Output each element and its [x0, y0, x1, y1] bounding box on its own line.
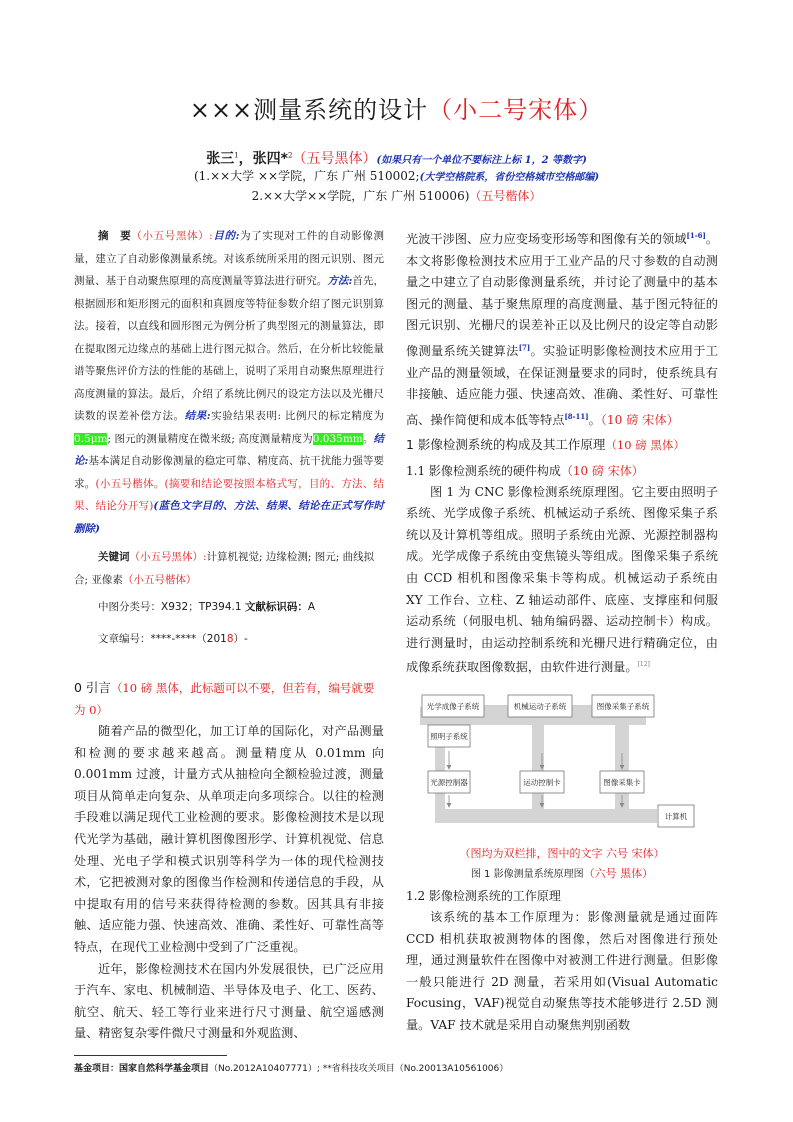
author-sup-note: (如果只有一个单位不要标注上标 1，2 等数字)	[376, 155, 587, 166]
article-number: 文章编号：****-****（2018）-	[98, 633, 248, 645]
abstract: 摘 要（小五号黑体）:目的:为了实现对工件的自动影像测量，建立了自动影像测量系统。对该系统所采用的图元识别、图元测量、基于自动聚焦原理的高度测量等算法进行研究。方法:首先，根据圆形和矩形图元的面积和真圆度等特征参数介绍了图元识别算法。接着，以直线和圆形图元为例分析了典型图元的测量算法，即在提取图元边缘点的基础上进行图元拟合。然后，在分析比较能量谱等聚焦评价方法的性能的基础上，说明了采用自动聚焦原理进行高度测量的算法。最后，介绍了系统比例尺的设定方法以及光栅尺读数的误差补偿方法。结果:实验结果表明: 比例尺的标定精度为0.5μm; 图元的测量精度在微米级; 高度测量精度为0.035mm。结论:基本满足自动影像测量的稳定可靠、精度高、抗干扰能力强等要求。(小五号楷体。(摘要和结论要按照本格式写，目的、方法、结果、结论分开写)(蓝色文字目的、方法、结果、结论在正式写作时删除)	[74, 230, 385, 535]
computer-label: 计算机	[664, 811, 688, 821]
right-column	[406, 225, 718, 1037]
title-format-note: （小二号宋体）	[428, 96, 604, 124]
section-1-heading: 1 影像检测系统的构成及其工作原理（10 磅 黑体）	[406, 436, 685, 452]
paper-title: ×××测量系统的设计（小二号宋体）	[189, 96, 604, 124]
section-1-2-paragraph: 该系统的基本工作原理为：影像测量就是通过面阵 CCD 相机获取被测物体的图像，然后对图像进行预处理，通过测量软件在图像中对被测工件进行测量。但影像一般只能进行 2D 测量，若采用如(Visual Automatic Focusing，VAF)视觉自动聚焦等技术能够进行 2.5D 测量。VAF 技术就是采用自动聚焦判别函数	[406, 909, 718, 1032]
image-acq-subsystem-label: 图像采集子系统	[596, 701, 650, 711]
figure-caption: 图 1 影像测量系统原理图（六号 黑体）	[470, 866, 654, 880]
keywords: 关键词（小五号黑体）:计算机视觉; 边缘检测; 图元; 曲线拟合; 亚像素（小五号楷体）	[74, 551, 375, 586]
affiliation-2: 2.××大学××学院，广东 广州 510006)（五号楷体）	[251, 189, 542, 203]
lighting-subsystem-label: 照明子系统	[430, 731, 468, 741]
highlight-value-1: 0.5μm	[74, 432, 108, 445]
system-diagram	[420, 693, 700, 841]
section-1-1-heading: 1.1 影像检测系统的硬件构成（10 磅 宋体）	[406, 463, 644, 478]
intro-paragraph-2: 近年，影像检测技术在国内外发展很快，已广泛应用于汽车、家电、机械制造、半导体及电子、化工、医药、航空、航天、轻工等行业来进行尺寸测量、航空遥感测量、精密复杂零件微尺寸测量和外观监测、	[74, 961, 384, 1041]
figure-format-note: （图均为双栏排，图中的文字 六号 宋体）	[459, 846, 665, 860]
intro-paragraph-1: 随着产品的微型化，加工订单的国际化，对产品测量和检测的要求越来越高。测量精度从 0.01mm 向 0.001mm 过渡，计量方式从抽检向全额检验过渡，测量项目从简单走向复杂、从单项走向多项综合。以往的检测手段难以满足现代工业检测的要求。影像检测技术是以现代光学为基础，融计算机图像图形学、计算机视觉、信息处理、光电子学和模式识别等科学为一体的现代检测技术，它把被测对象的图像当作检测和传递信息的手段，从中提取有用的信号来获得待检测的参数。因其具有非接触、适应能力强、快速高效、准确、柔性好、可靠性高等特点，在现代工业检测中受到了广泛重视。	[74, 724, 384, 954]
motion-card-label: 运动控制卡	[523, 777, 561, 787]
affiliation-1: (1.××大学 ××学院，广东 广州 510002;(大学空格院系，省份空格城市空格邮编)	[193, 169, 600, 183]
author-format-note: （五号黑体）	[292, 151, 377, 167]
section-1-2-heading: 1.2 影像检测系统的工作原理	[406, 888, 561, 903]
footnote-divider	[74, 1055, 227, 1056]
author-line: 张三$^1$，张四*$^2$（五号黑体）(如果只有一个单位不要标注上标 1，2 等数字)	[206, 151, 587, 167]
capture-card-label: 图像采集卡	[603, 777, 641, 787]
section-1-1-paragraph: 图 1 为 CNC 影像检测系统原理图。它主要由照明子系统、光学成像子系统、机械运动子系统、图像采集子系统以及计算机等组成。照明子系统由光源、光源控制器构成。光学成像子系统由变焦镜头等组成。图像采集子系统由 CCD 相机和图像采集卡等构成。机械运动子系统由 XY 工作台、立柱、Z 轴运动部件、底座、支撑座和伺服运动系统（伺服电机、轴角编码器、运动控制卡）构成。进行测量时，由运动控制系统和光栅尺进行精确定位，由成像系统获取图像数据，由软件进行测量。[12]	[406, 484, 718, 675]
affiliation-note: (大学空格院系，省份空格城市空格邮编)	[419, 172, 600, 183]
light-controller-label: 光源控制器	[430, 777, 468, 787]
left-column	[74, 225, 384, 1045]
classification-line: 中图分类号：X932；TP394.1 文献标识码：A	[98, 601, 316, 613]
right-paragraph-1: 光波干涉图、应力应变场变形场等和图像有关的领域[1-6]。本文将影像检测技术应用于工业产品的尺寸参数的自动测量之中建立了自动影像测量系统，并讨论了测量中的基本图元的测量、基于聚焦原理的高度测量、基于图元特征的图元识别、光栅尺的误差补正以及比例尺的设定等自动影像测量系统关键算法[7]。实验证明影像检测技术应用于工业产品的测量领域，在保证测量要求的同时，使系统具有非接触、适应能力强、快速高效、准确、柔性好、可靠性高、操作简便和成本低等特点[8-11]。（10 磅 宋体）	[406, 231, 719, 427]
footnote: 基金项目：国家自然科学基金项目（No.2012A10407771）; **省科技攻关项目（No.20013A10561006）	[74, 1064, 509, 1074]
optical-subsystem-label: 光学成像子系统	[426, 701, 480, 711]
mechanical-subsystem-label: 机械运动子系统	[513, 701, 567, 711]
highlight-value-2: 0.035mm	[312, 432, 363, 445]
section-0-heading: 0 引言（10 磅 黑体，此标题可以不要，但若有，编号就要为 0）	[74, 680, 375, 717]
